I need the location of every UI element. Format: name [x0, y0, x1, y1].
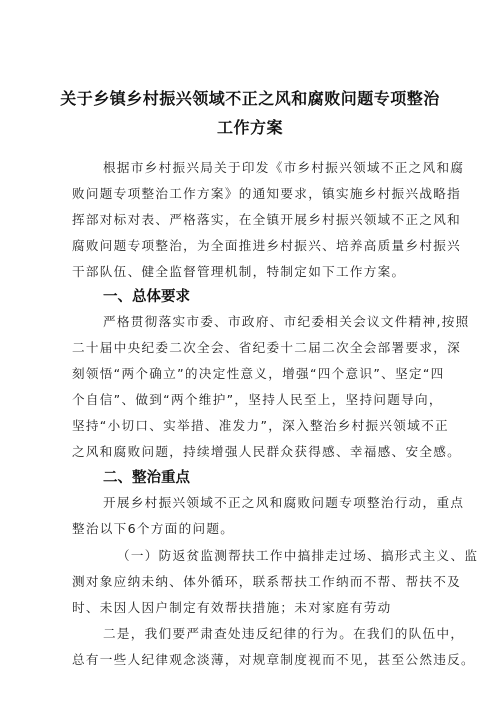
section-1-line-6: 之风和腐败问题，持续增强人民群众获得感、幸福感、安全感。 — [72, 444, 462, 459]
document-title-line-1: 关于乡镇乡村振兴领域不正之风和腐败问题专项整治 — [60, 89, 440, 108]
section-1-line-3: 刻领悟“两个确立”的决定性意义，增强“四个意识”、坚定“四 — [72, 366, 445, 381]
intro-line-1: 根据市乡村振兴局关于印发《市乡村振兴领域不正之风和腐 — [103, 160, 465, 175]
section-1-line-2: 二十届中央纪委二次全会、省纪委十二届二次全会部署要求，深 — [72, 340, 462, 355]
section-1-line-5: 坚持“小切口、实举措、准发力”，深入整治乡村振兴领域不正 — [72, 418, 449, 433]
section-2-line-1: 开展乡村振兴领域不正之风和腐败问题专项整治行动，重点 — [103, 495, 465, 510]
item-1-line-2: 测对象应纳未纳、体外循环，联系帮扶工作纳而不帮、帮扶不及 — [72, 574, 462, 589]
intro-line-5: 干部队伍、健全监督管理机制，特制定如下工作方案。 — [72, 264, 406, 279]
section-2-heading: 二、整治重点 — [103, 470, 190, 486]
intro-line-3: 挥部对标对表、严格落实，在全镇开展乡村振兴领域不正之风和 — [72, 212, 462, 227]
section-1-line-4: 个自信”、做到“两个维护”，坚持人民至上，坚持问题导向， — [72, 392, 443, 407]
item-1-line-3: 时、未因人因户制定有效帮扶措施；未对家庭有劳动 — [72, 600, 392, 615]
item-1-line-1: （一）防返贫监测帮扶工作中搞排走过场、搞形式主义、监 — [117, 548, 479, 563]
section-1-line-1: 严格贯彻落实市委、市政府、市纪委相关会议文件精神,按照 — [103, 314, 470, 329]
document-title-line-2: 工作方案 — [216, 118, 283, 137]
intro-line-4: 腐败问题专项整治，为全面推进乡村振兴、培养高质量乡村振兴 — [72, 238, 462, 253]
section-1-heading: 一、总体要求 — [103, 289, 190, 305]
section-2-line-2: 整治以下6个方面的问题。 — [72, 521, 235, 536]
intro-line-2: 败问题专项整治工作方案》的通知要求，镇实施乡村振兴战略指 — [72, 186, 462, 201]
tail-line-2: 总有一些人纪律观念淡薄，对规章制度视而不见，甚至公然违反。 — [72, 652, 475, 667]
tail-line-1: 二是，我们要严肃查处违反纪律的行为。在我们的队伍中， — [103, 626, 465, 641]
